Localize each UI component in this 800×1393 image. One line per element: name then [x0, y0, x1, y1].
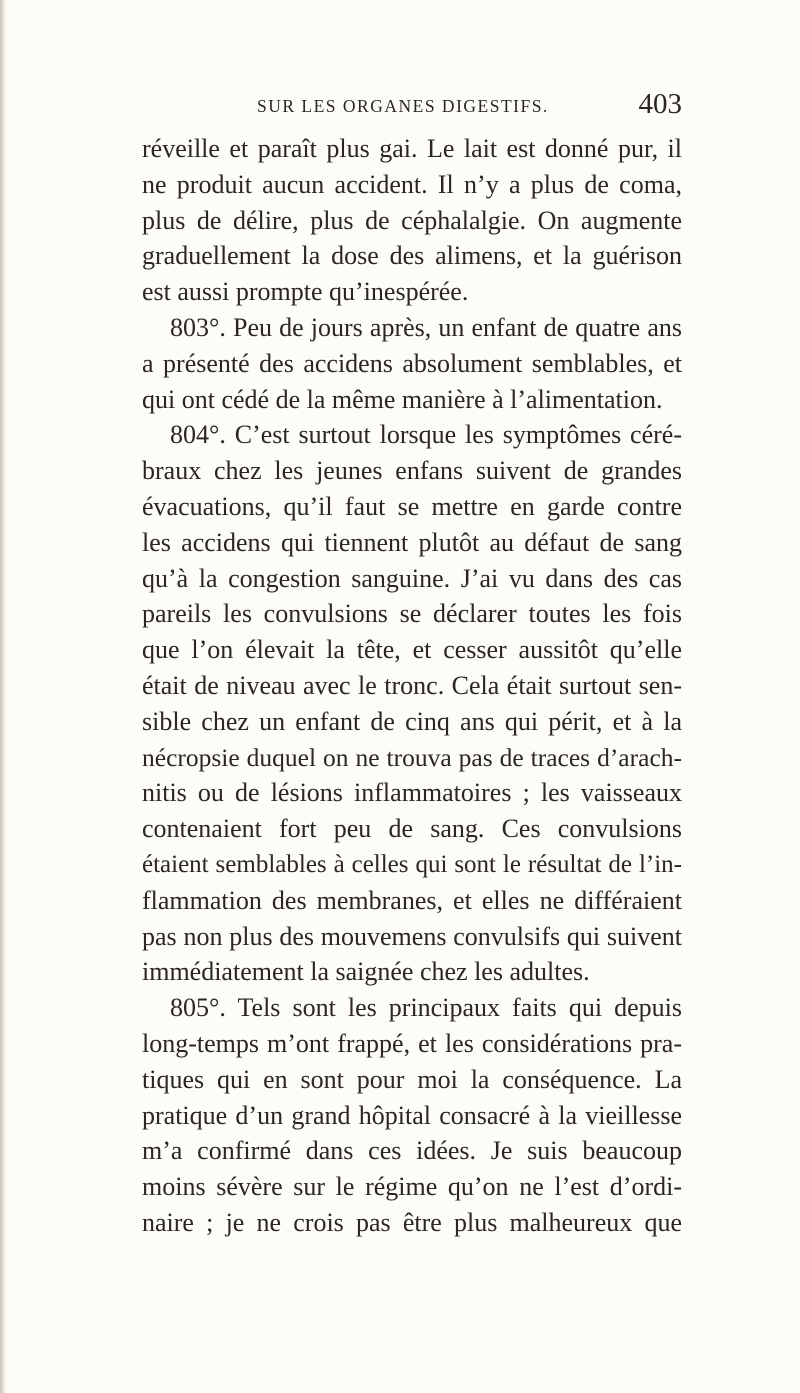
text-line: tiques qui en sont pour moi la conséquence. La: [142, 1064, 682, 1094]
running-head: SUR LES ORGANES DIGESTIFS.: [257, 96, 549, 116]
paragraph-803-start: 803°. Peu de jours après, un enfant de quatre ans: [170, 312, 682, 342]
text-line: qui ont cédé de la même manière à l’alimentation.: [142, 384, 663, 414]
text-line: pratique d’un grand hôpital consacré à la vieillesse: [142, 1100, 682, 1130]
paragraph-804-start: 804°. C’est surtout lorsque les symptômes céré-: [170, 420, 682, 450]
text-line: braux chez les jeunes enfans suivent de grandes: [142, 456, 682, 486]
text-line: réveille et paraît plus gai. Le lait est donné pur, il: [142, 134, 682, 163]
text-line: est aussi prompte qu’inespérée.: [142, 277, 469, 307]
text-line: sible chez un enfant de cinq ans qui périt, et à la: [142, 706, 682, 736]
text-line: pas non plus des mouvemens convulsifs qui suivent: [142, 921, 682, 951]
text-line: contenaient fort peu de sang. Ces convulsions: [142, 814, 682, 844]
page-gutter-shadow: [0, 0, 6, 1393]
text-line: m’a confirmé dans ces idées. Je suis beaucoup: [142, 1136, 682, 1166]
text-line: nécropsie duquel on ne trouva pas de traces d’arach-: [142, 742, 682, 772]
text-line: les accidens qui tiennent plutôt au défaut de sang: [142, 527, 682, 557]
text-line: plus de délire, plus de céphalalgie. On augmente: [142, 205, 682, 235]
text-line: naire ; je ne crois pas être plus malheureux que: [142, 1207, 682, 1237]
text-line: ne produit aucun accident. Il n’y a plus de coma,: [142, 169, 682, 199]
text-line: long-temps m’ont frappé, et les considérations pra-: [142, 1028, 682, 1058]
text-line: étaient semblables à celles qui sont le résultat de l’in-: [142, 850, 682, 878]
page-header: [142, 88, 682, 128]
text-line: a présenté des accidens absolument semblables, et: [142, 348, 682, 378]
text-line: pareils les convulsions se déclarer toutes les fois: [142, 599, 682, 629]
text-line: nitis ou de lésions inflammatoires ; les vaisseaux: [142, 778, 682, 808]
text-line: que l’on élevait la tête, et cesser aussitôt qu’elle: [142, 635, 682, 665]
text-line: qu’à la congestion sanguine. J’ai vu dans des cas: [142, 563, 682, 593]
text-line: était de niveau avec le tronc. Cela était surtout sen-: [142, 670, 682, 700]
body-text: [142, 131, 682, 1241]
page-number: 403: [638, 88, 682, 120]
text-line: moins sévère sur le régime qu’on ne l’est d’ordi-: [142, 1172, 682, 1202]
text-line: évacuations, qu’il faut se mettre en garde contre: [142, 491, 682, 521]
paragraph-805-start: 805°. Tels sont les principaux faits qui depuis: [170, 993, 682, 1023]
text-line: graduellement la dose des alimens, et la guérison: [142, 241, 682, 271]
text-line: immédiatement la saignée chez les adultes.: [142, 957, 590, 987]
text-line: flammation des membranes, et elles ne différaient: [142, 885, 682, 915]
